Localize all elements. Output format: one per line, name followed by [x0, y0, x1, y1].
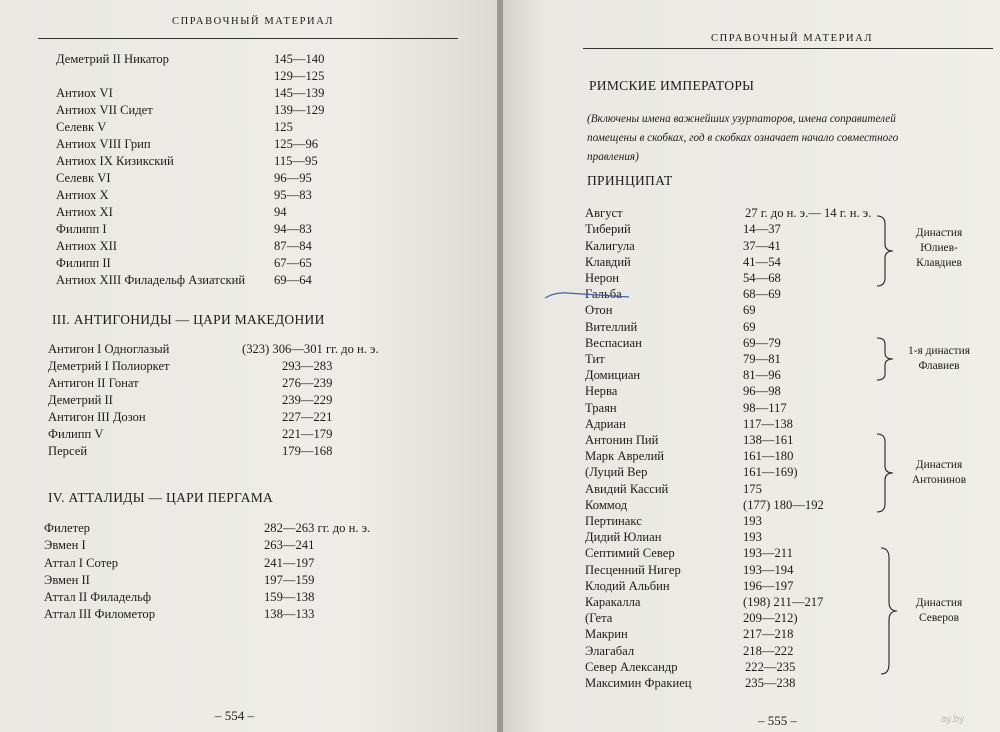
ruler-name: (Гета — [585, 611, 613, 625]
brace-icon — [875, 214, 897, 288]
ruler-name: Аттал III Филометор — [44, 607, 156, 621]
reign-dates: 98—117 — [743, 401, 787, 415]
ruler-name: Деметрий II Никатор — [56, 52, 169, 66]
ruler-name: Персей — [48, 444, 88, 458]
reign-dates: (177) 180—192 — [743, 498, 824, 512]
reign-dates: (198) 211—217 — [743, 595, 824, 609]
reign-dates: 193 — [743, 514, 762, 528]
ruler-name: Траян — [585, 401, 617, 415]
reign-dates: 159—138 — [264, 590, 315, 604]
section-title-attalids: IV. АТТАЛИДЫ — ЦАРИ ПЕРГАМА — [48, 490, 274, 505]
ruler-name: Антиох VII Сидет — [56, 103, 153, 117]
reign-dates: 196—197 — [743, 579, 794, 593]
reign-dates: 37—41 — [743, 239, 781, 253]
ruler-name: Домициан — [585, 368, 641, 382]
reign-dates: 96—95 — [274, 171, 312, 185]
reign-dates: 67—65 — [274, 256, 312, 270]
ruler-name: Филипп I — [56, 222, 107, 236]
ruler-name: Адриан — [585, 417, 626, 431]
ruler-name: Селевк V — [56, 120, 107, 134]
reign-dates: 241—197 — [264, 556, 315, 570]
ruler-name: Эвмен II — [44, 573, 90, 587]
left-page — [0, 0, 497, 732]
ruler-name: Авидий Кассий — [585, 482, 669, 496]
reign-dates: 218—222 — [743, 644, 794, 658]
reign-dates: 68—69 — [743, 287, 781, 301]
reign-dates: 94—83 — [274, 222, 312, 236]
ruler-name: Антиох XII — [56, 239, 117, 253]
page-title: РИМСКИЕ ИМПЕРАТОРЫ — [589, 78, 755, 93]
ruler-name: Макрин — [585, 627, 628, 641]
reign-dates: 79—81 — [743, 352, 781, 366]
dynasty-label: Династия Антонинов — [911, 459, 967, 486]
reign-dates: 193—211 — [743, 546, 793, 560]
reign-dates: 221—179 — [282, 427, 333, 441]
ruler-name: Септимий Север — [585, 546, 675, 560]
reign-dates: 69—64 — [274, 273, 312, 287]
reign-dates: (323) 306—301 гг. до н. э. — [242, 342, 379, 356]
pencil-underline-icon — [543, 284, 633, 304]
dynasty-label: 1-я династия Флавиев — [908, 345, 970, 372]
right-page — [503, 0, 1000, 732]
section-title-principate: ПРИНЦИПАТ — [587, 173, 673, 188]
ruler-name: Селевк VI — [56, 171, 111, 185]
ruler-name: Песценний Нигер — [585, 563, 681, 577]
ruler-name: Максимин Фракиец — [585, 676, 692, 690]
reign-dates: 175 — [743, 482, 762, 496]
reign-dates: 27 г. до н. э.— 14 г. н. э. — [745, 206, 872, 220]
dynasty-label: Династия Юлиев- Клавдиев — [915, 227, 963, 269]
reign-dates: 139—129 — [274, 103, 325, 117]
reign-dates: 96—98 — [743, 384, 781, 398]
ruler-name: Марк Аврелий — [585, 449, 665, 463]
reign-dates: 276—239 — [282, 376, 333, 390]
ruler-name: Нерон — [585, 271, 620, 285]
reign-dates: 282—263 гг. до н. э. — [264, 521, 371, 535]
reign-dates: 293—283 — [282, 359, 333, 373]
ruler-name: Филетер — [44, 521, 90, 535]
ruler-name: Август — [585, 206, 623, 220]
ruler-name: Антонин Пий — [585, 433, 659, 447]
ruler-name: Антигон II Гонат — [48, 376, 139, 390]
ruler-name: Дидий Юлиан — [585, 530, 662, 544]
ruler-name: Антиох VIII Грип — [56, 137, 151, 151]
reign-dates: 138—161 — [743, 433, 794, 447]
reign-dates: 87—84 — [274, 239, 312, 253]
reign-dates: 145—139 — [274, 86, 325, 100]
ruler-name: Антиох XI — [56, 205, 113, 219]
ruler-name: Филипп V — [48, 427, 104, 441]
reign-dates: 161—180 — [743, 449, 794, 463]
ruler-name: Антиох VI — [56, 86, 113, 100]
ruler-name: Нерва — [585, 384, 618, 398]
ruler-name: Антиох IX Кизикский — [56, 154, 174, 168]
reign-dates: 138—133 — [264, 607, 315, 621]
ruler-name: Вителлий — [585, 320, 638, 334]
page-number: – 554 – — [215, 708, 254, 723]
ruler-name: Клодий Альбин — [585, 579, 670, 593]
ruler-name: Коммод — [585, 498, 628, 512]
ruler-name: Тит — [585, 352, 605, 366]
ruler-name: Деметрий II — [48, 393, 113, 407]
reign-dates: 54—68 — [743, 271, 781, 285]
reign-dates: 197—159 — [264, 573, 315, 587]
reign-dates: 217—218 — [743, 627, 794, 641]
reign-dates: 14—37 — [743, 222, 781, 236]
reign-dates: 41—54 — [743, 255, 781, 269]
page-number: – 555 – — [758, 713, 797, 728]
editorial-note: (Включены имена важнейших узурпаторов, имена соправителей помещены в скобках, год в скобках означает начало совместного правления) — [587, 113, 899, 163]
reign-dates: 69—79 — [743, 336, 781, 350]
ruler-name: Антигон III Дозон — [48, 410, 146, 424]
ruler-name: Пертинакс — [585, 514, 642, 528]
ruler-name: Антиох XIII Филадельф Азиатский — [56, 273, 246, 287]
dynasty-label: Династия Северов — [915, 597, 963, 624]
reign-dates: 81—96 — [743, 368, 781, 382]
reign-dates: 193 — [743, 530, 762, 544]
reign-dates: 235—238 — [745, 676, 796, 690]
reign-dates: 115—95 — [274, 154, 318, 168]
running-head: СПРАВОЧНЫЙ МАТЕРИАЛ — [711, 33, 874, 44]
ruler-name: Аттал II Филадельф — [44, 590, 152, 604]
reign-dates: 227—221 — [282, 410, 333, 424]
ruler-name: Тиберий — [585, 222, 631, 236]
brace-icon — [875, 432, 897, 514]
reign-dates: 263—241 — [264, 538, 315, 552]
section-title-antigonids: III. АНТИГОНИДЫ — ЦАРИ МАКЕДОНИИ — [52, 312, 325, 327]
reign-dates: 94 — [274, 205, 287, 219]
ruler-name: Филипп II — [56, 256, 111, 270]
header-rule — [38, 38, 458, 39]
reign-dates: 69 — [743, 320, 756, 334]
ruler-name: Элагабал — [585, 644, 635, 658]
reign-dates: 125—96 — [274, 137, 319, 151]
ruler-name: Калигула — [585, 239, 635, 253]
reign-dates: 179—168 — [282, 444, 333, 458]
ruler-name: Отон — [585, 303, 613, 317]
ruler-name: Антигон I Одноглазый — [48, 342, 170, 356]
watermark: ay.by — [941, 714, 965, 725]
ruler-name: Гальба — [585, 287, 622, 301]
ruler-name: (Луций Вер — [585, 465, 648, 479]
ruler-name: Деметрий I Полиоркет — [48, 359, 170, 373]
reign-dates: 239—229 — [282, 393, 333, 407]
reign-dates: 145—140 — [274, 52, 325, 66]
reign-dates: 69 — [743, 303, 756, 317]
reign-dates: 222—235 — [745, 660, 796, 674]
header-rule — [583, 48, 993, 49]
reign-dates: 193—194 — [743, 563, 794, 577]
ruler-name: Каракалла — [585, 595, 641, 609]
running-head: СПРАВОЧНЫЙ МАТЕРИАЛ — [172, 16, 335, 27]
ruler-name: Веспасиан — [585, 336, 642, 350]
reign-dates: 161—169) — [743, 465, 798, 479]
ruler-name: Север Александр — [585, 660, 678, 674]
ruler-name: Антиох X — [56, 188, 109, 202]
reign-dates: 95—83 — [274, 188, 312, 202]
ruler-name: Аттал I Сотер — [44, 556, 119, 570]
reign-dates: 117—138 — [743, 417, 793, 431]
reign-dates: 125 — [274, 120, 293, 134]
brace-icon — [875, 336, 897, 382]
ruler-name: Эвмен I — [44, 538, 86, 552]
brace-icon — [879, 546, 901, 676]
reign-dates: 129—125 — [274, 69, 325, 83]
reign-dates: 209—212) — [743, 611, 798, 625]
ruler-name: Клавдий — [585, 255, 631, 269]
